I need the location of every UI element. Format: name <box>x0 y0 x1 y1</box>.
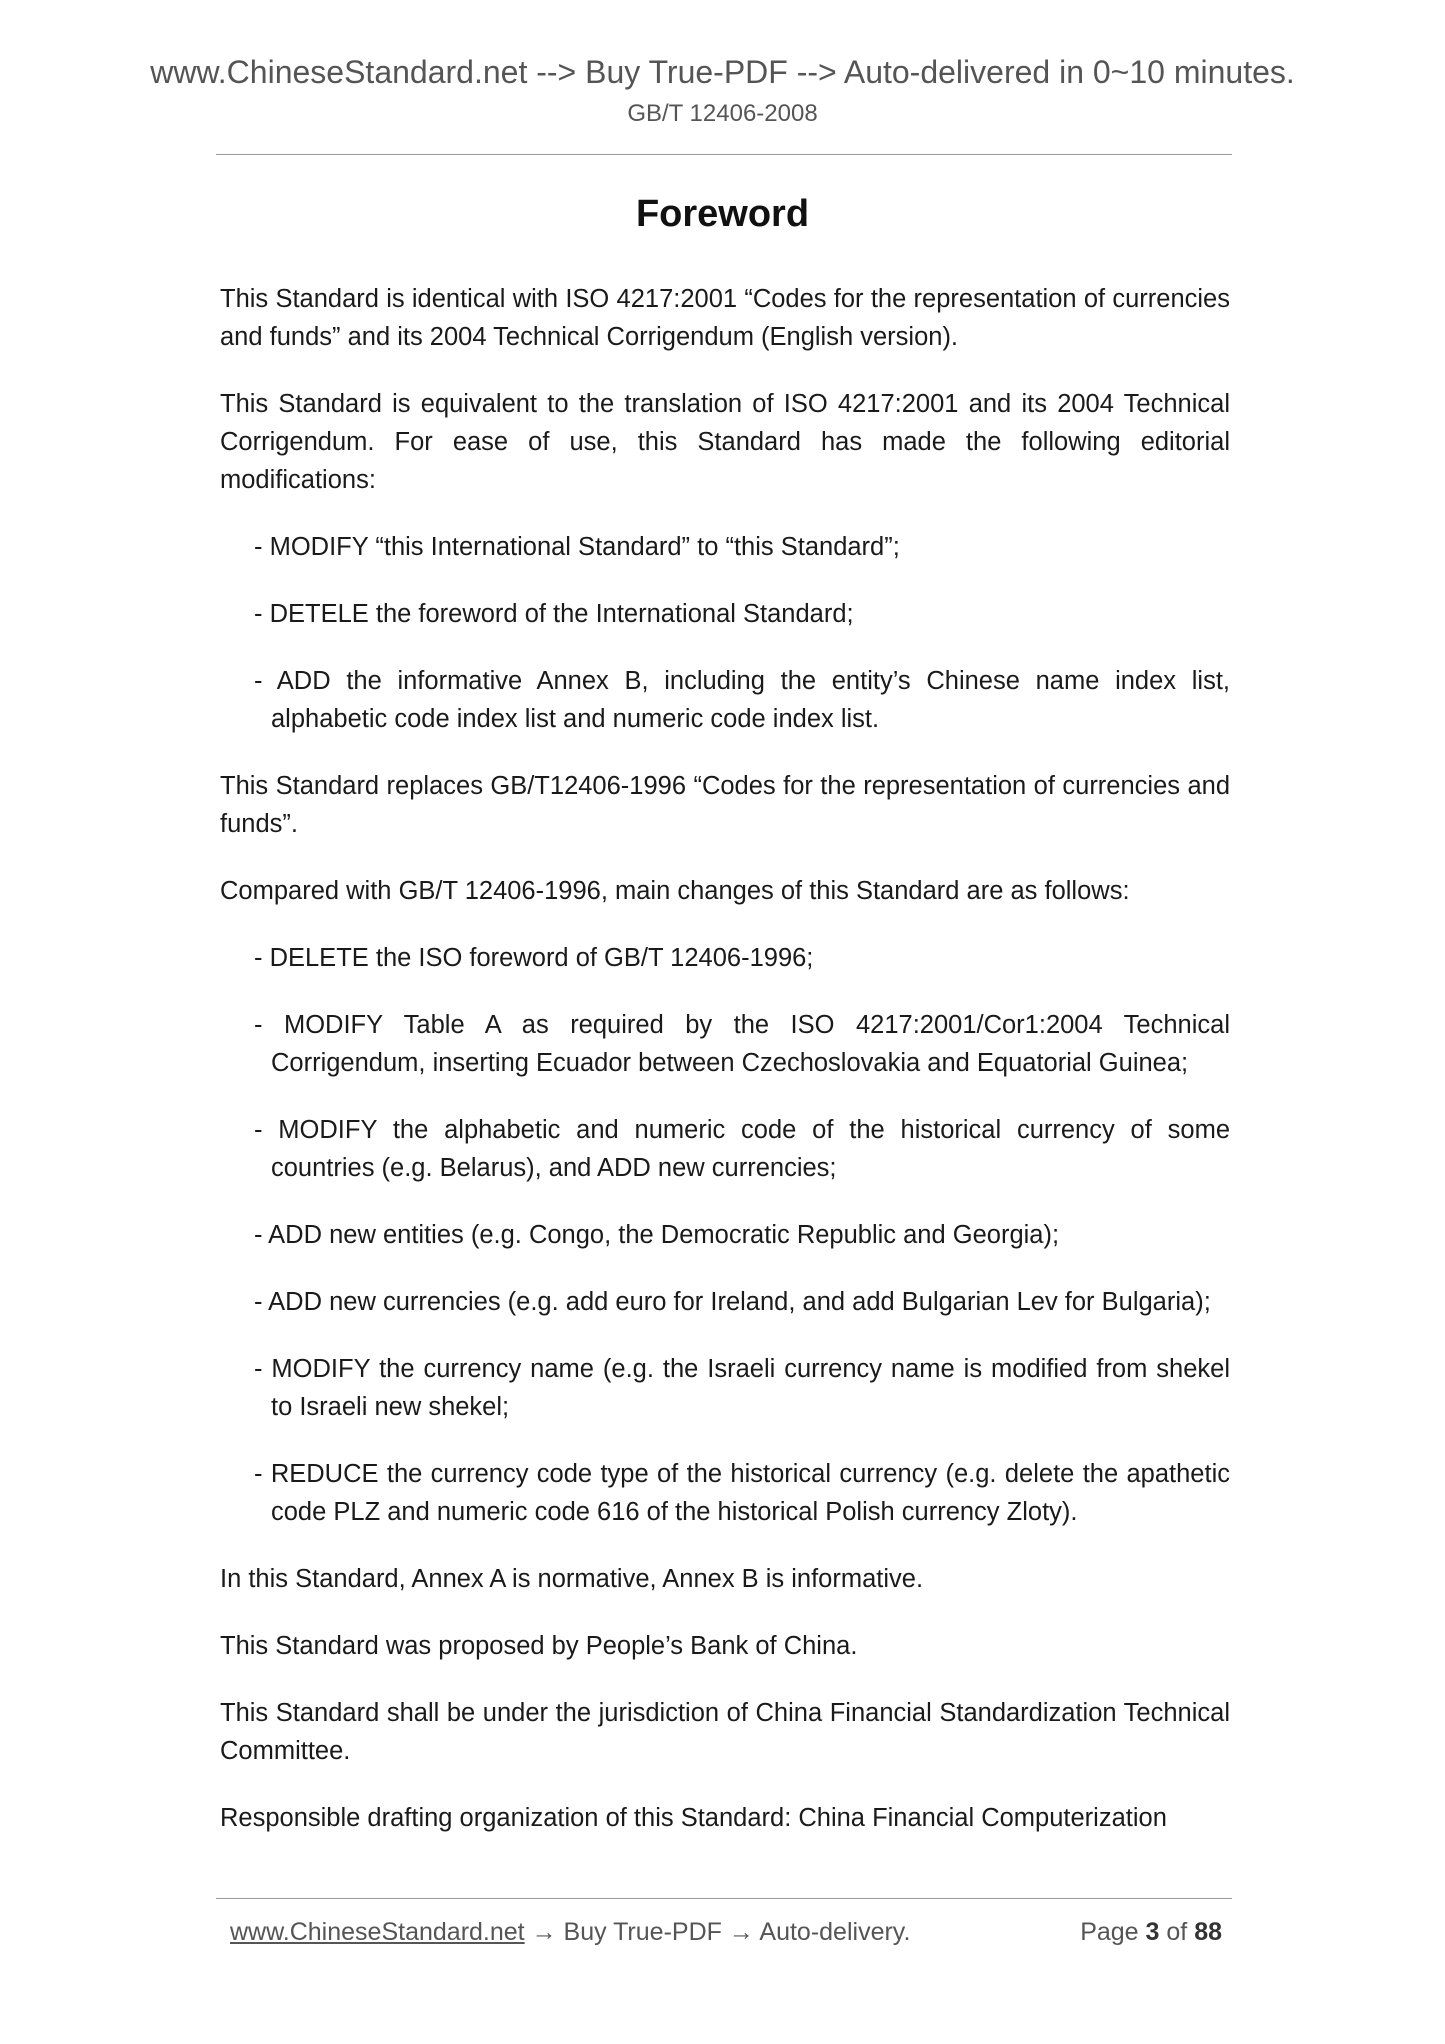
list-item: - MODIFY the currency name (e.g. the Israeli currency name is modified from shekel to Israeli new shekel; <box>254 1355 1230 1421</box>
page-total: 88 <box>1194 1918 1222 1946</box>
paragraph: This Standard is identical with ISO 4217:2001 “Codes for the representation of currencies and funds” and its 2004 Technical Corrigendum (English version). <box>220 285 1230 351</box>
page-current: 3 <box>1145 1918 1160 1946</box>
list-item: - MODIFY “this International Standard” to “this Standard”; <box>254 533 900 561</box>
footer-divider <box>216 1898 1232 1899</box>
list-item: - ADD the informative Annex B, including the entity’s Chinese name index list, alphabetic code index list and numeric code index list. <box>254 667 1230 733</box>
list-item: - MODIFY Table A as required by the ISO 4217:2001/Cor1:2004 Technical Corrigendum, inserting Ecuador between Czechoslovakia and Equatorial Guinea; <box>254 1011 1230 1077</box>
list-item: - ADD new entities (e.g. Congo, the Democratic Republic and Georgia); <box>254 1221 1060 1249</box>
footer-site-link[interactable]: www.ChineseStandard.net <box>230 1918 525 1946</box>
page-sep: of <box>1159 1918 1195 1946</box>
page-prefix: Page <box>1080 1918 1146 1946</box>
paragraph: This Standard is equivalent to the translation of ISO 4217:2001 and its 2004 Technical Corrigendum. For ease of use, this Standard has made the following editorial modifications: <box>220 390 1230 494</box>
list-item: - DETELE the foreword of the International Standard; <box>254 600 854 628</box>
page-title: Foreword <box>635 193 810 235</box>
paragraph: This Standard shall be under the jurisdiction of China Financial Standardization Technical Committee. <box>220 1699 1230 1765</box>
header-divider <box>216 154 1232 155</box>
list-item: - ADD new currencies (e.g. add euro for Ireland, and add Bulgarian Lev for Bulgaria); <box>254 1288 1211 1316</box>
footer-tagline: → Buy True-PDF → Auto-delivery. <box>524 1918 911 1946</box>
list-item: - REDUCE the currency code type of the historical currency (e.g. delete the apathetic code PLZ and numeric code 616 of the historical Polish currency Zloty). <box>254 1460 1230 1526</box>
paragraph: Responsible drafting organization of this Standard: China Financial Computerization <box>220 1804 1167 1832</box>
paragraph: Compared with GB/T 12406-1996, main changes of this Standard are as follows: <box>220 877 1130 905</box>
page-footer <box>230 1912 1222 1952</box>
paragraph: In this Standard, Annex A is normative, Annex B is informative. <box>220 1565 924 1593</box>
page-header <box>0 52 1445 132</box>
page-number <box>1080 1912 1222 1952</box>
list-item: - DELETE the ISO foreword of GB/T 12406-1996; <box>254 944 814 972</box>
paragraph: This Standard replaces GB/T12406-1996 “Codes for the representation of currencies and funds”. <box>220 772 1230 838</box>
header-doc-code: GB/T 12406-2008 <box>627 100 818 127</box>
list-item: - MODIFY the alphabetic and numeric code of the historical currency of some countries (e.g. Belarus), and ADD new currencies; <box>254 1116 1230 1182</box>
footer-left <box>230 1912 910 1952</box>
header-banner: www.ChineseStandard.net --> Buy True-PDF --> Auto-delivered in 0~10 minutes. <box>150 54 1295 90</box>
document-body <box>220 280 1230 1866</box>
paragraph: This Standard was proposed by People’s Bank of China. <box>220 1632 858 1660</box>
